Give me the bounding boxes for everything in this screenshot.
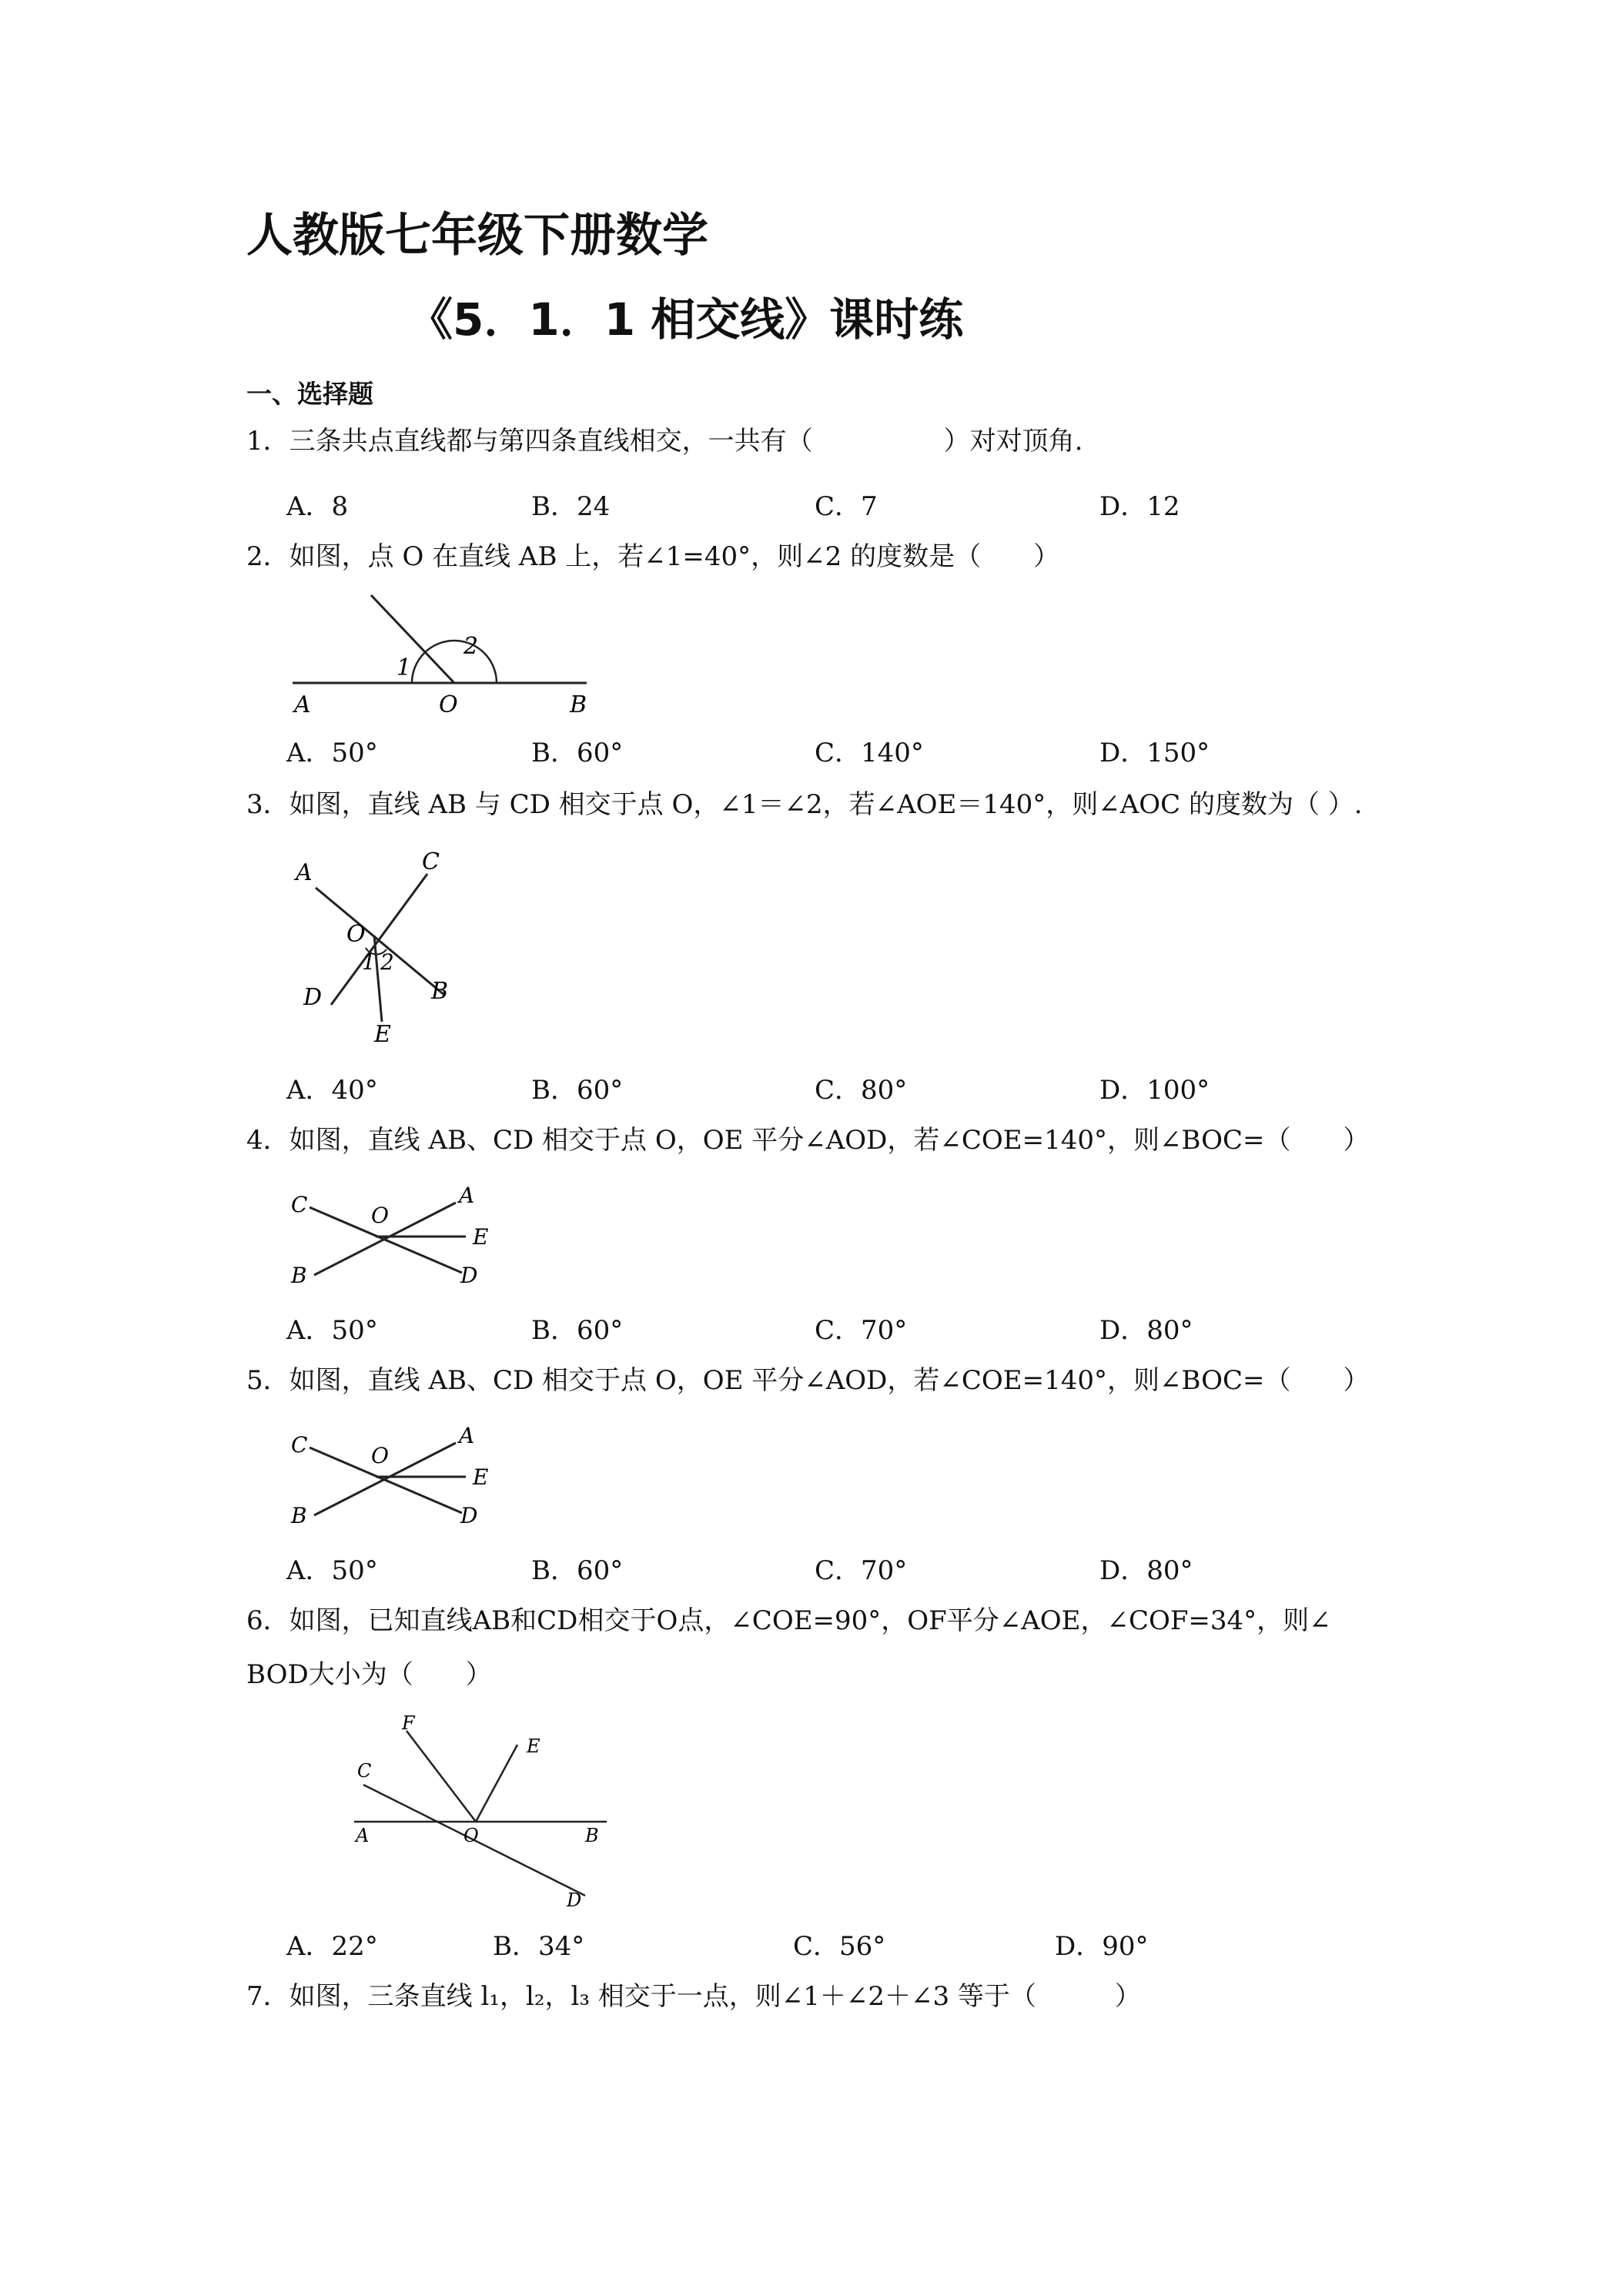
question-3-figure: [285, 848, 470, 1048]
question-3-option-b: B．60°: [531, 1075, 624, 1106]
label-a: A: [459, 1423, 475, 1448]
label-c: C: [357, 1760, 372, 1782]
question-5-option-a: A．50°: [286, 1555, 378, 1586]
label-b: B: [570, 691, 587, 718]
question-6-text: 6．如图，已知直线AB和CD相交于O点，∠COE=90°，OF平分∠AOE，∠COF=34°，则∠: [246, 1605, 1331, 1636]
label-c: C: [422, 848, 440, 875]
question-5-option-d: D．80°: [1099, 1555, 1193, 1586]
question-6-option-c: C．56°: [793, 1931, 886, 1962]
question-3-option-c: C．80°: [815, 1075, 908, 1106]
label-o: O: [439, 691, 458, 718]
label-b: B: [291, 1263, 307, 1288]
question-2-figure: [285, 589, 593, 716]
label-a: A: [356, 1825, 370, 1846]
label-b: B: [291, 1503, 307, 1528]
label-o: O: [463, 1825, 479, 1846]
label-d: D: [460, 1503, 478, 1528]
question-3-option-a: A．40°: [286, 1075, 378, 1106]
question-2-option-c: C．140°: [815, 738, 924, 768]
document-title: 人教版七年级下册数学: [246, 209, 708, 263]
document-subtitle: 《5．1．1 相交线》课时练: [408, 293, 964, 346]
question-5-figure: [285, 1417, 516, 1532]
label-e: E: [473, 1464, 489, 1490]
label-e: E: [473, 1224, 489, 1250]
question-1-text: 1．三条共点直线都与第四条直线相交，一共有（ ）对对顶角.: [246, 426, 1083, 457]
label-a: A: [294, 691, 311, 718]
question-5-option-b: B．60°: [531, 1555, 624, 1586]
question-3-option-d: D．100°: [1099, 1075, 1210, 1106]
question-1-option-b: B．24: [531, 491, 611, 522]
question-6-option-a: A．22°: [286, 1931, 378, 1962]
question-6-text-continued: BOD大小为（ ）: [246, 1659, 492, 1690]
label-b: B: [431, 978, 449, 1005]
question-4-option-a: A．50°: [286, 1315, 378, 1346]
question-2-option-d: D．150°: [1099, 738, 1210, 768]
section-heading: 一、选择题: [246, 379, 373, 409]
question-2-option-a: A．50°: [286, 738, 378, 768]
label-o: O: [346, 921, 366, 948]
angle-2-label: 2: [380, 949, 394, 975]
question-7-text: 7．如图，三条直线 l₁，l₂，l₃ 相交于一点，则∠1＋∠2＋∠3 等于（ ）: [246, 1981, 1141, 2012]
label-o: O: [371, 1443, 389, 1468]
angle-1-label: 1: [397, 654, 412, 681]
angle-2-label: 2: [463, 633, 479, 660]
label-d: D: [303, 984, 323, 1011]
label-o: O: [371, 1203, 389, 1228]
label-c: C: [291, 1432, 308, 1458]
label-f: F: [402, 1712, 415, 1734]
question-1-option-c: C．7: [815, 491, 878, 522]
label-d: D: [460, 1263, 478, 1288]
question-3-text: 3．如图，直线 AB 与 CD 相交于点 O，∠1＝∠2，若∠AOE＝140°，则∠AOC 的度数为（ ）.: [246, 789, 1363, 820]
angle-1-label: 1: [362, 949, 376, 975]
question-6-option-d: D．90°: [1055, 1931, 1149, 1962]
question-2-option-b: B．60°: [531, 738, 624, 768]
question-1-option-a: A．8: [286, 491, 349, 522]
question-4-option-c: C．70°: [815, 1315, 908, 1346]
label-d: D: [567, 1889, 582, 1911]
question-4-figure: [285, 1176, 516, 1292]
label-e: E: [527, 1735, 540, 1757]
label-e: E: [374, 1021, 391, 1048]
question-6-option-b: B．34°: [493, 1931, 585, 1962]
label-a: A: [459, 1183, 475, 1208]
label-c: C: [291, 1192, 308, 1217]
question-4-option-b: B．60°: [531, 1315, 624, 1346]
question-4-text: 4．如图，直线 AB、CD 相交于点 O，OE 平分∠AOD，若∠COE=140°，则∠BOC=（ ）: [246, 1125, 1370, 1156]
label-b: B: [585, 1825, 599, 1846]
question-2-text: 2．如图，点 O 在直线 AB 上，若∠1=40°，则∠2 的度数是（ ）: [246, 541, 1060, 572]
question-1-option-d: D．12: [1099, 491, 1180, 522]
question-5-text: 5．如图，直线 AB、CD 相交于点 O，OE 平分∠AOD，若∠COE=140°，则∠BOC=（ ）: [246, 1365, 1370, 1396]
question-4-option-d: D．80°: [1099, 1315, 1193, 1346]
label-a: A: [296, 859, 313, 886]
question-6-figure: [339, 1712, 616, 1911]
question-5-option-c: C．70°: [815, 1555, 908, 1586]
